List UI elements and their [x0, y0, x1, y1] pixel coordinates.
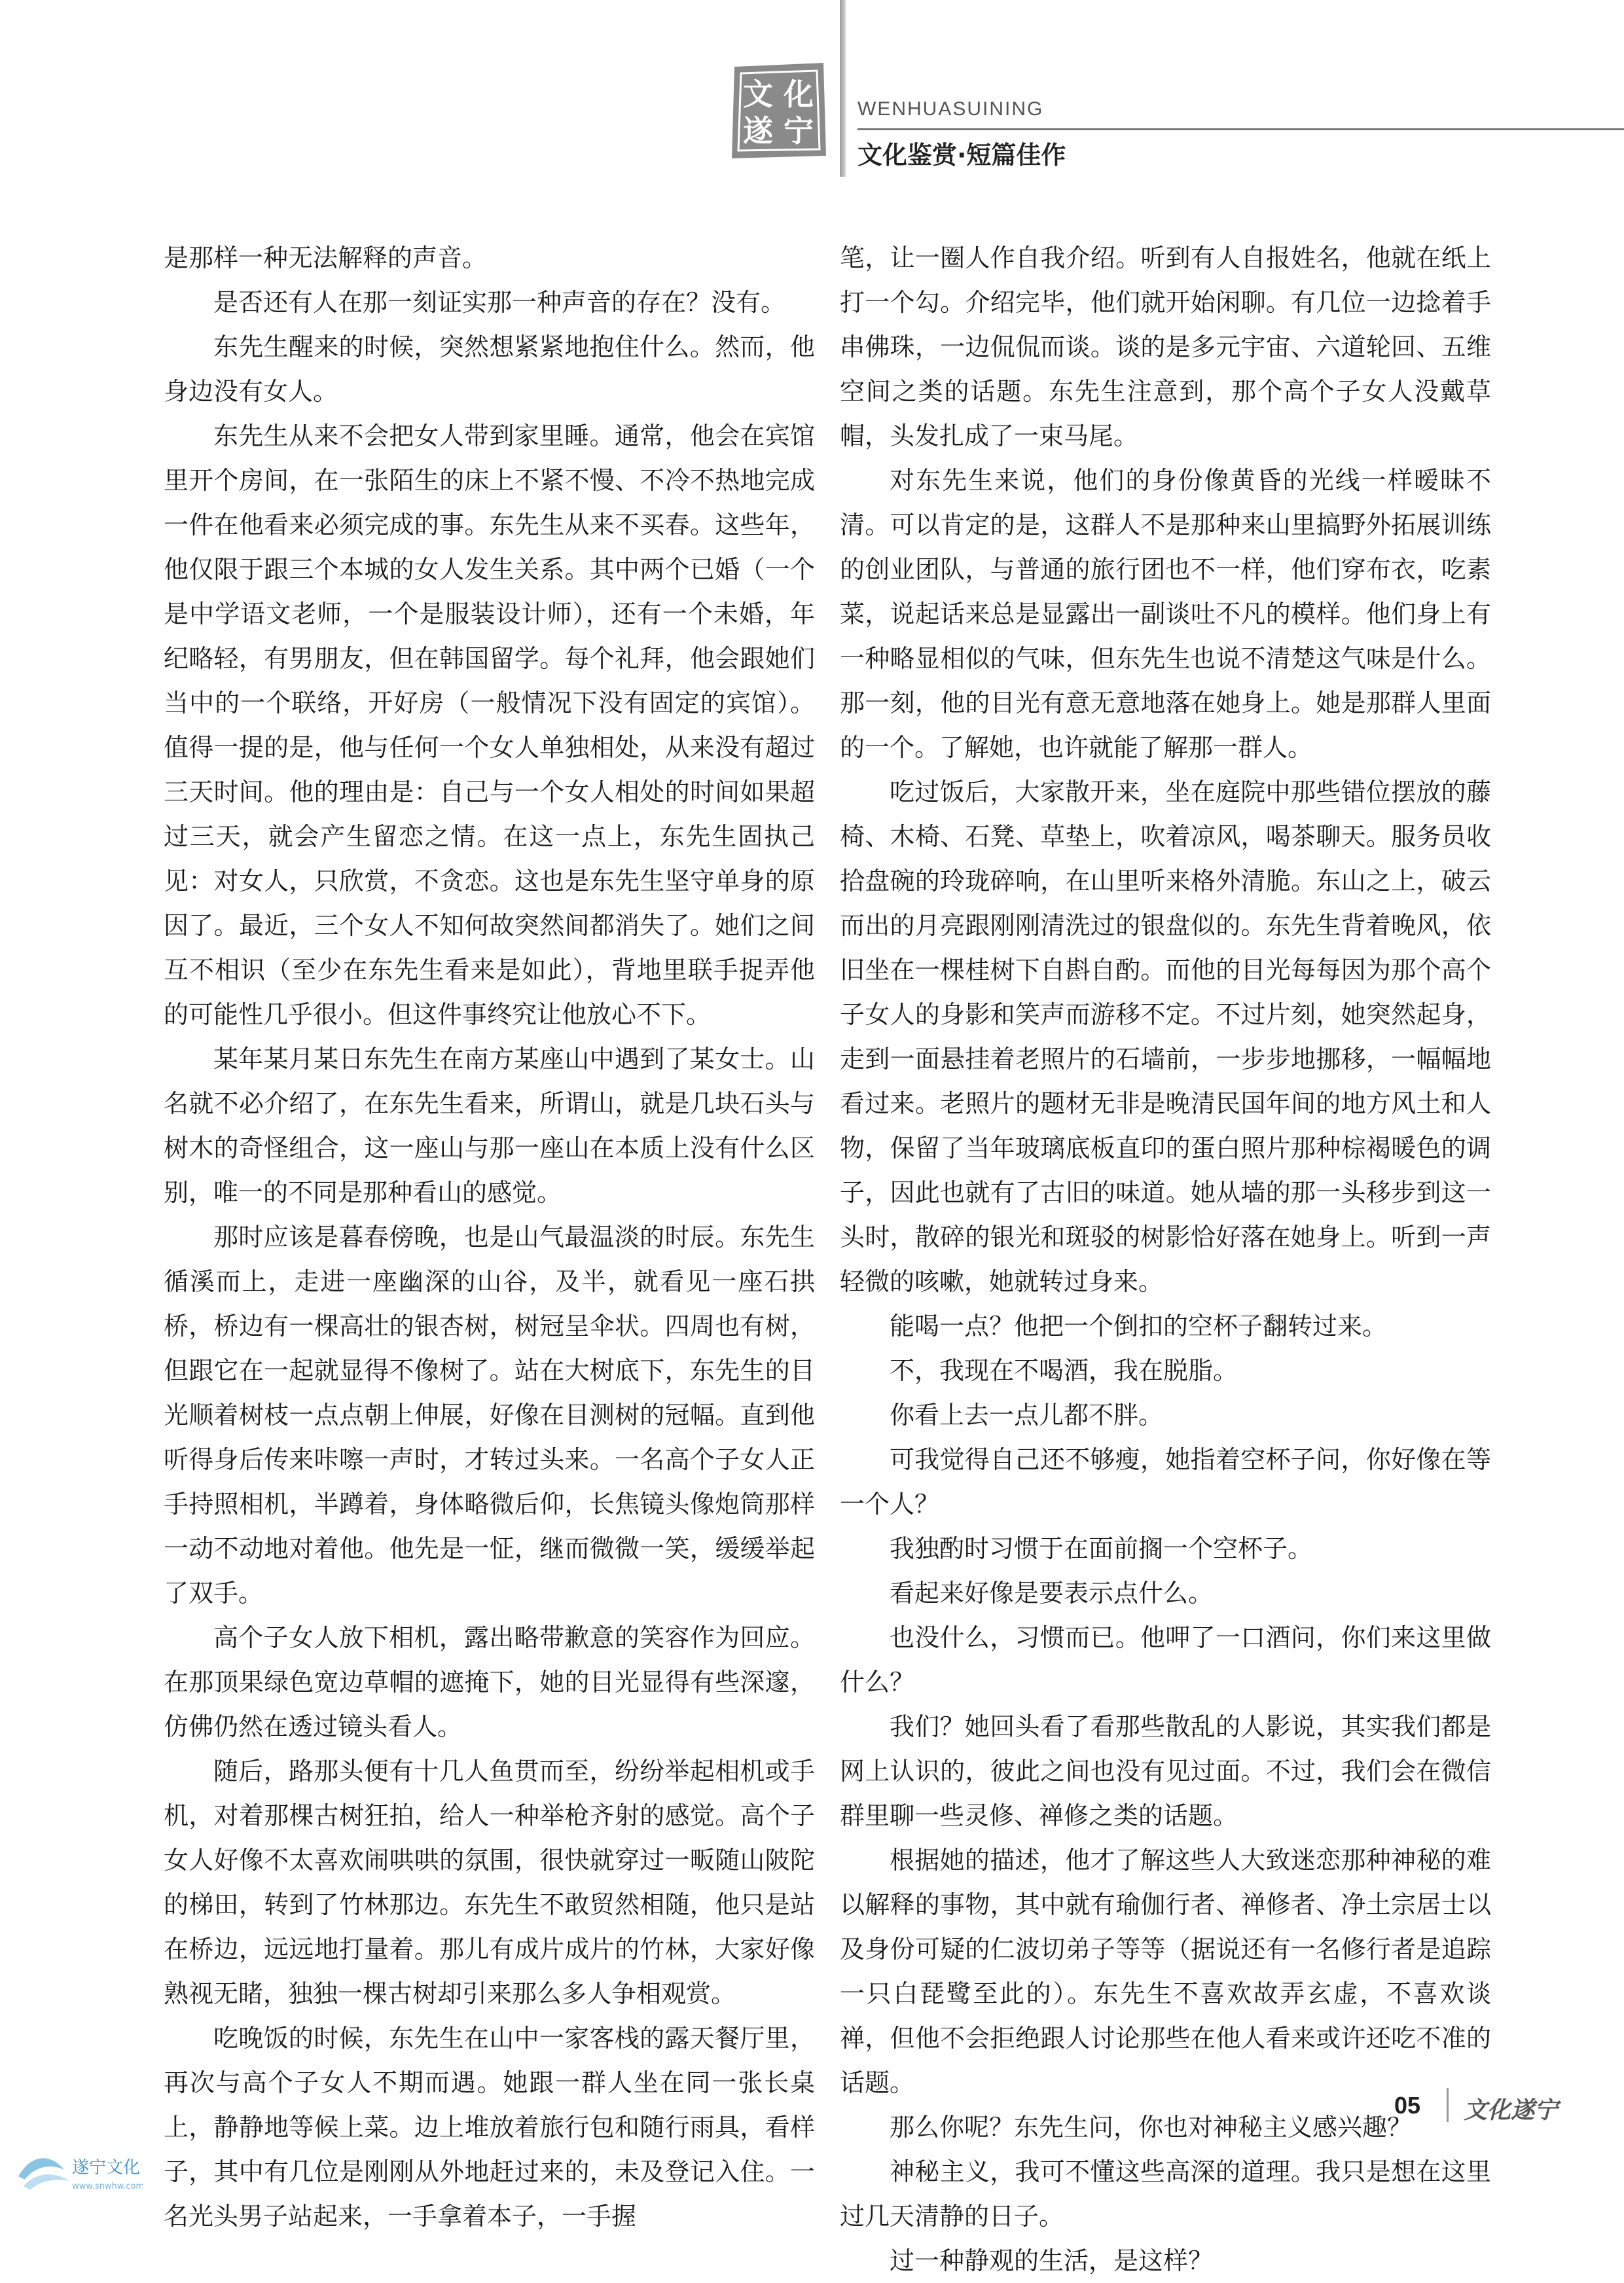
watermark-name: 遂宁文化	[72, 2158, 141, 2178]
paragraph: 我独酌时习惯于在面前搁一个空杯子。	[890, 1534, 1313, 1563]
paragraph: 神秘主义，我可不懂这些高深的道理。我只是想在这里过几天清静的日子。	[840, 2157, 1491, 2231]
watermark-logo	[12, 2140, 143, 2199]
paragraph: 对东先生来说，他们的身份像黄昏的光线一样暧昧不清。可以肯定的是，这群人不是那种来山里搞野外拓展训练的创业团队，与普通的旅行团也不一样，他们穿布衣，吃素菜，说起话来总是显露出一副谈吐不凡的模样。他们身上有一种略显相似的气味，但东先生也说不清楚这气味是什么。那一刻，他的目光有意无意地落在她身上。她是那群人里面的一个。了解她，也许就能了解那一群人。	[840, 466, 1491, 762]
svg-text:化: 化	[784, 77, 814, 112]
header-vertical-rule	[840, 0, 846, 177]
header-section-title: 文化鉴赏·短篇佳作	[857, 141, 1066, 170]
paragraph: 根据她的描述，他才了解这些人大致迷恋那种神秘的难以解释的事物，其中就有瑜伽行者、禅修者、净土宗居士以及身份可疑的仁波切弟子等等（据说还有一名修行者是追踪一只白琵鹭至此的）。东先生不喜欢故弄玄虚，不喜欢谈禅，但他不会拒绝跟人讨论那些在他人看来或许还吃不准的话题。	[840, 1846, 1491, 2097]
svg-text:宁: 宁	[784, 113, 814, 149]
header-rule	[857, 128, 1624, 130]
paragraph: 也没什么，习惯而已。他呷了一口酒问，你们来这里做什么？	[840, 1623, 1491, 1697]
footer-separator	[1447, 2088, 1449, 2122]
paragraph: 是否还有人在那一刻证实那一种声音的存在？没有。	[213, 288, 786, 317]
paragraph: 东先生从来不会把女人带到家里睡。通常，他会在宾馆里开个房间，在一张陌生的床上不紧不慢、不冷不热地完成一件在他看来必须完成的事。东先生从来不买春。这些年，他仅限于跟三个本城的女人发生关系。其中两个已婚（一个是中学语文老师，一个是服装设计师），还有一个未婚，年纪略轻，有男朋友，但在韩国留学。每个礼拜，他会跟她们当中的一个联络，开好房（一般情况下没有固定的宾馆）。值得一提的是，他与任何一个女人单独相处，从来没有超过三天时间。他的理由是：自己与一个女人相处的时间如果超过三天，就会产生留恋之情。在这一点上，东先生固执己见：对女人，只欣赏，不贪恋。这也是东先生坚守单身的原因了。最近，三个女人不知何故突然间都消失了。她们之间互不相识（至少在东先生看来是如此），背地里联手捉弄他的可能性几乎很小。但这件事终究让他放心不下。	[164, 422, 815, 1029]
paragraph: 高个子女人放下相机，露出略带歉意的笑容作为回应。在那顶果绿色宽边草帽的遮掩下，她的目光显得有些深邃，仿佛仍然在透过镜头看人。	[164, 1623, 815, 1741]
page-number: 05	[1394, 2092, 1421, 2119]
paragraph: 看起来好像是要表示点什么。	[890, 1579, 1214, 1608]
paragraph: 吃晚饭的时候，东先生在山中一家客栈的露天餐厅里，再次与高个子女人不期而遇。她跟一群人坐在同一张长桌上，静静地等候上菜。边上堆放着旅行包和随行雨具，看样子，其中有几位是刚刚从外地赶过来的，未及登记入住。一名光头男子站起来，一手拿着本子，一手握	[164, 2024, 815, 2231]
article-left-column	[164, 236, 815, 2238]
logo-seal	[727, 58, 831, 162]
paragraph: 随后，路那头便有十几人鱼贯而至，纷纷举起相机或手机，对着那棵古树狂拍，给人一种举枪齐射的感觉。高个子女人好像不太喜欢闹哄哄的氛围，很快就穿过一畈随山陂陀的梯田，转到了竹林那边。东先生不敢贸然相随，他只是站在桥边，远远地打量着。那儿有成片成片的竹林，大家好像熟视无睹，独独一棵古树却引来那么多人争相观赏。	[164, 1757, 815, 2008]
paragraph: 你看上去一点儿都不胖。	[890, 1401, 1164, 1429]
paragraph: 某年某月某日东先生在南方某座山中遇到了某女士。山名就不必介绍了，在东先生看来，所谓山，就是几块石头与树木的奇怪组合，这一座山与那一座山在本质上没有什么区别，唯一的不同是那种看山的感觉。	[164, 1045, 815, 1207]
article-right-column	[840, 236, 1491, 2283]
paragraph: 笔，让一圈人作自我介绍。听到有人自报姓名，他就在纸上打一个勾。介绍完毕，他们就开始闲聊。有几位一边捻着手串佛珠，一边侃侃而谈。谈的是多元宇宙、六道轮回、五维空间之类的话题。东先生注意到，那个高个子女人没戴草帽，头发扎成了一束马尾。	[840, 243, 1491, 450]
seal-icon	[727, 58, 831, 162]
svg-text:文: 文	[743, 77, 773, 112]
paragraph: 东先生醒来的时候，突然想紧紧地抱住什么。然而，他身边没有女人。	[164, 333, 815, 406]
watermark-url: www.snwhw.com	[72, 2182, 143, 2191]
footer-brand: 文化遂宁	[1464, 2096, 1559, 2124]
watermark-icon	[12, 2140, 143, 2199]
paragraph: 不，我现在不喝酒，我在脱脂。	[890, 1356, 1238, 1385]
paragraph: 能喝一点？他把一个倒扣的空杯子翻转过来。	[890, 1312, 1388, 1340]
paragraph: 那时应该是暮春傍晚，也是山气最温淡的时辰。东先生循溪而上，走进一座幽深的山谷，及半，就看见一座石拱桥，桥边有一棵高壮的银杏树，树冠呈伞状。四周也有树，但跟它在一起就显得不像树了。站在大树底下，东先生的目光顺着树枝一点点朝上伸展，好像在目测树的冠幅。直到他听得身后传来咔嚓一声时，才转过头来。一名高个子女人正手持照相机，半蹲着，身体略微后仰，长焦镜头像炮筒那样一动不动地对着他。他先是一怔，继而微微一笑，缓缓举起了双手。	[164, 1223, 815, 1608]
header-en-title: WENHUASUINING	[857, 98, 1044, 120]
paragraph: 可我觉得自己还不够瘦，她指着空杯子问，你好像在等一个人？	[840, 1445, 1491, 1519]
paragraph: 我们？她回头看了看那些散乱的人影说，其实我们都是网上认识的，彼此之间也没有见过面。不过，我们会在微信群里聊一些灵修、禅修之类的话题。	[840, 1712, 1491, 1830]
paragraph: 那么你呢？东先生问，你也对神秘主义感兴趣？	[890, 2113, 1413, 2142]
paragraph: 是那样一种无法解释的声音。	[164, 243, 488, 272]
svg-text:遂: 遂	[743, 113, 773, 149]
paragraph: 过一种静观的生活，是这样？	[890, 2246, 1214, 2275]
paragraph: 吃过饭后，大家散开来，坐在庭院中那些错位摆放的藤椅、木椅、石凳、草垫上，吹着凉风，喝茶聊天。服务员收拾盘碗的玲珑碎响，在山里听来格外清脆。东山之上，破云而出的月亮跟刚刚清洗过的银盘似的。东先生背着晚风，依旧坐在一棵桂树下自斟自酌。而他的目光每每因为那个高个子女人的身影和笑声而游移不定。不过片刻，她突然起身，走到一面悬挂着老照片的石墙前，一步步地挪移，一幅幅地看过来。老照片的题材无非是晚清民国年间的地方风土和人物，保留了当年玻璃底板直印的蛋白照片那种棕褐暖色的调子，因此也就有了古旧的味道。她从墙的那一头移步到这一头时，散碎的银光和斑驳的树影恰好落在她身上。听到一声轻微的咳嗽，她就转过身来。	[840, 778, 1491, 1296]
